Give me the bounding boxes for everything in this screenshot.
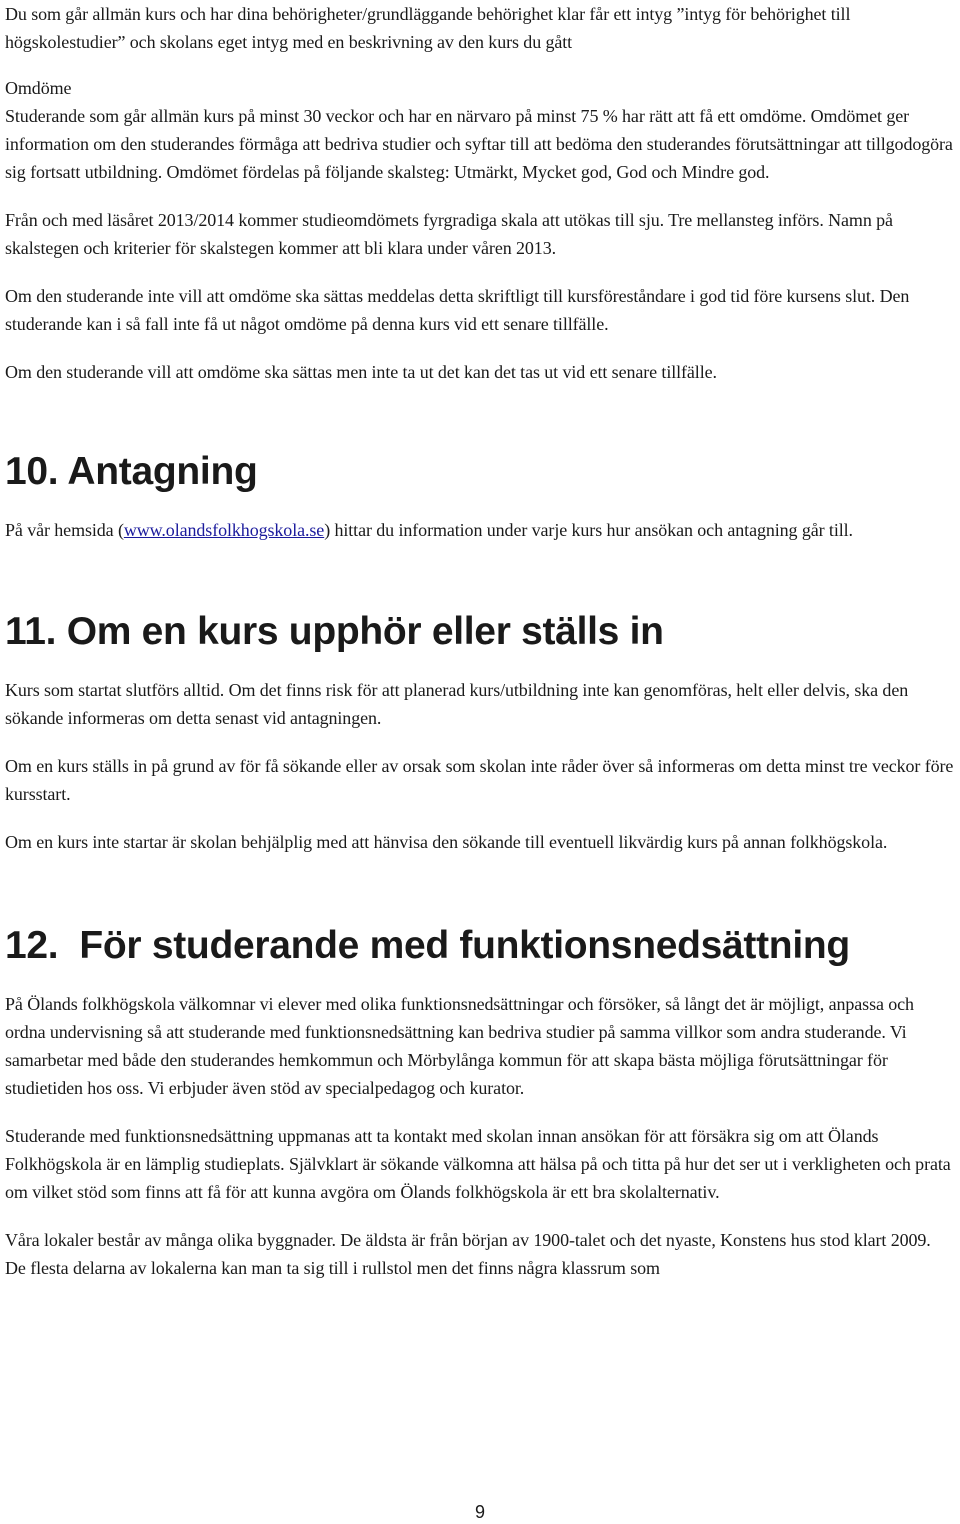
section-10-paragraph (5, 516, 955, 544)
omdome-paragraph-2: Från och med läsåret 2013/2014 kommer studieomdömets fyrgradiga skala att utökas till sju. Tre mellansteg införs. Namn på skalstegen och kriterier för skalstegen kommer att bli klara under våren 2013. (5, 210, 893, 258)
section-10-text-before: På vår hemsida ( (5, 520, 124, 540)
section-12-paragraph-2: Studerande med funktionsnedsättning uppmanas att ta kontakt med skolan innan ansökan för att försäkra sig om att Ölands Folkhögskola är en lämplig studieplats. Självklart är sökande välkomna att hälsa på och titta på hur det ser ut i verkligheten och prata om vilket stöd som finns att få för att kunna avgöra om Ölands folkhögskola är ett bra skolalternativ. (5, 1126, 951, 1202)
section-11-paragraph-2: Om en kurs ställs in på grund av för få sökande eller av orsak som skolan inte råder över så informeras om detta minst tre veckor före kursstart. (5, 756, 954, 804)
section-12-heading: 12. För studerande med funktionsnedsättning (5, 924, 850, 967)
section-10-heading: 10. Antagning (5, 450, 258, 493)
section-11-heading: 11. Om en kurs upphör eller ställs in (5, 610, 664, 653)
section-11-paragraph-1: Kurs som startat slutförs alltid. Om det finns risk för att planerad kurs/utbildning inte kan genomföras, helt eller delvis, ska den sökande informeras om detta senast vid antagningen. (5, 680, 909, 728)
section-11-paragraph-3: Om en kurs inte startar är skolan behjälplig med att hänvisa den sökande till eventuell likvärdig kurs på annan folkhögskola. (5, 832, 888, 852)
omdome-paragraph-1: Studerande som går allmän kurs på minst 30 veckor och har en närvaro på minst 75 % har rätt att få ett omdöme. Omdömet ger information om den studerandes förmåga att bedriva studier och syftar till att bedöma den studerandes förutsättningar att tillgodogöra sig fortsatt utbildning. Omdömet fördelas på följande skalsteg: Utmärkt, Mycket god, God och Mindre god. (5, 106, 953, 182)
omdome-paragraph-3: Om den studerande inte vill att omdöme ska sättas meddelas detta skriftligt till kursföreståndare i god tid före kursens slut. Den studerande kan i så fall inte få ut något omdöme på denna kurs vid ett senare tillfälle. (5, 286, 910, 334)
section-12-paragraph-3: Våra lokaler består av många olika byggnader. De äldsta är från början av 1900-talet och det nyaste, Konstens hus stod klart 2009. De flesta delarna av lokalerna kan man ta sig till i rullstol men det finns några klassrum som (5, 1230, 931, 1278)
page-number: 9 (474, 1502, 485, 1522)
omdome-heading: Omdöme (5, 78, 72, 98)
document-page (5, 0, 955, 1282)
intro-paragraph: Du som går allmän kurs och har dina behörigheter/grundläggande behörighet klar får ett intyg ”intyg för behörighet till högskolestudier” och skolans eget intyg med en beskrivning av den kurs du gått (5, 4, 851, 52)
section-12-paragraph-1: På Ölands folkhögskola välkomnar vi elever med olika funktionsnedsättningar och försöker, så långt det är möjligt, anpassa och ordna undervisning så att studerande med funktionsnedsättning kan bedriva studier på samma villkor som andra studerande. Vi samarbetar med både den studerandes hemkommun och Mörbylånga kommun för att skapa bästa möjliga förutsättningar för studietiden hos oss. Vi erbjuder även stöd av specialpedagog och kurator. (5, 994, 914, 1098)
section-10-text-after: ) hittar du information under varje kurs hur ansökan och antagning går till. (324, 520, 853, 540)
website-link[interactable]: www.olandsfolkhogskola.se (123, 520, 325, 540)
omdome-paragraph-4: Om den studerande vill att omdöme ska sättas men inte ta ut det kan det tas ut vid ett senare tillfälle. (5, 362, 717, 382)
